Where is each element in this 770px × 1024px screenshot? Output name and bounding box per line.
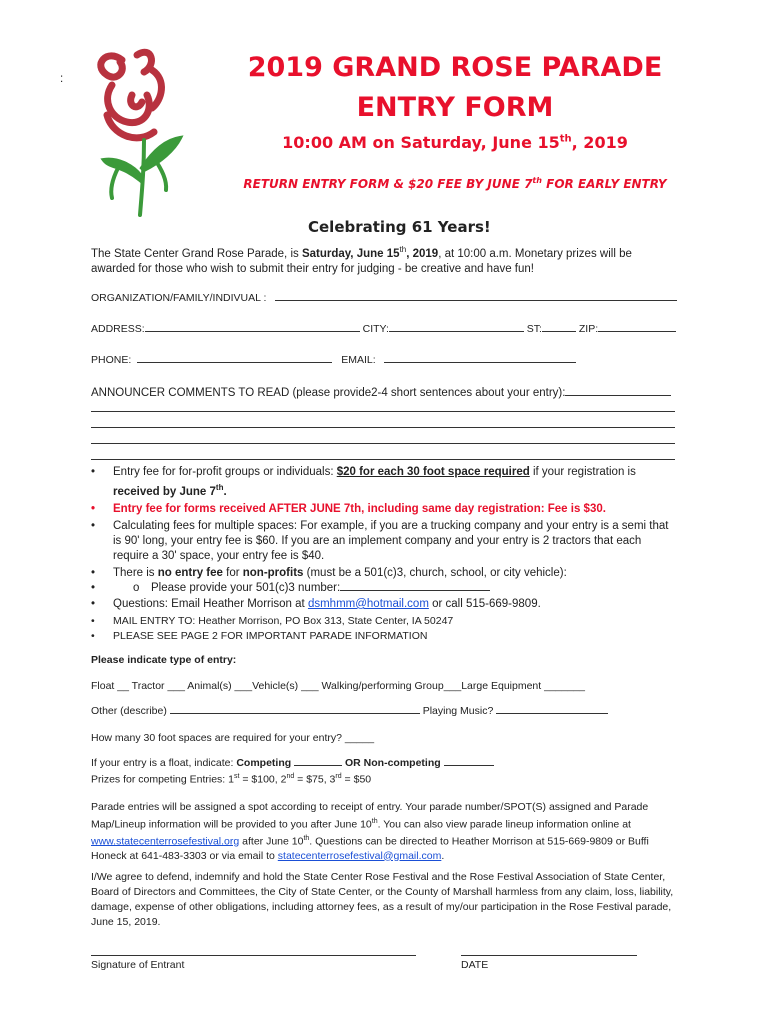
signature-label: Signature of Entrant <box>91 959 185 971</box>
event-time: 10:00 AM on Saturday, June 15th, 2019 <box>282 133 628 152</box>
email-link[interactable]: dsmhmm@hotmail.com <box>307 597 429 610</box>
website-link[interactable]: www.statecenterrosefestival.org <box>91 835 240 847</box>
spaces-required[interactable]: How many 30 foot spaces are required for your entry? _____ <box>91 732 375 744</box>
rose-logo <box>82 40 222 220</box>
announcer-row: ANNOUNCER COMMENTS TO READ (please provide2-4 short sentences about your entry): <box>91 386 681 401</box>
competing-input[interactable] <box>294 765 342 766</box>
zip-input[interactable] <box>598 331 676 332</box>
city-input[interactable] <box>389 331 524 332</box>
other-describe-row: Other (describe) Playing Music? <box>91 704 681 718</box>
org-field-row: ORGANIZATION/FAMILY/INDIVUAL : <box>91 291 681 305</box>
announcer-input-first[interactable] <box>565 395 671 396</box>
entry-type-heading: Please indicate type of entry: <box>91 654 237 666</box>
phone-field-row: PHONE: EMAIL: <box>91 353 681 367</box>
announcer-line[interactable] <box>91 411 675 412</box>
signature-line[interactable] <box>91 955 416 956</box>
form-title-line1: 2019 GRAND ROSE PARADE <box>247 52 663 83</box>
form-title-line2: ENTRY FORM <box>356 92 554 123</box>
float-competing-row: If your entry is a float, indicate: Competing OR Non-competing <box>91 756 681 770</box>
entry-type-options[interactable]: Float __ Tractor ___ Animal(s) ___Vehicle(s) ___ Walking/performing Group___Large Equipment _______ <box>91 680 585 692</box>
bullet-questions: • Questions: Email Heather Morrison at dsmhmm@hotmail.com or call 515-669-9809. <box>91 597 669 612</box>
early-entry-notice: RETURN ENTRY FORM & $20 FEE BY JUNE 7th FOR EARLY ENTRY <box>243 176 667 191</box>
state-input[interactable] <box>542 331 576 332</box>
bullet-late-fee: • Entry fee for forms received AFTER JUNE 7th, including same day registration: Fee is $30. <box>91 502 669 517</box>
non-competing-input[interactable] <box>444 765 494 766</box>
festival-email-link[interactable]: statecenterrosefestival@gmail.com <box>277 849 442 862</box>
email-input[interactable] <box>384 362 576 363</box>
address-field-row: ADDRESS: CITY: ST: ZIP: <box>91 322 681 336</box>
assignment-paragraph: Parade entries will be assigned a spot according to receipt of entry. Your parade number/SPOT(S) assigned and Parade Map/Lineup information will be provided to you after June 10th. You can also view parade lineup information online at www.statecenterrosefestival.org after June 10th. Questions can be directed to Heather Morrison at 515-669-9809 or Buffi Honeck at 641-483-3303 or via email to statecenterrosefestival@gmail.com. <box>91 801 649 862</box>
announcer-line[interactable] <box>91 459 675 460</box>
info-bullets <box>91 465 669 643</box>
non-profit-number-row: • o Please provide your 501(c)3 number: <box>91 581 669 596</box>
address-input[interactable] <box>145 331 360 332</box>
org-input[interactable] <box>275 300 677 301</box>
bullet-see-page-2: • PLEASE SEE PAGE 2 FOR IMPORTANT PARADE INFORMATION <box>91 629 669 643</box>
bullet-non-profit: • There is no entry fee for non-profits (must be a 501(c)3, church, school, or city vehicle): <box>91 566 669 581</box>
phone-input[interactable] <box>137 362 332 363</box>
other-describe-input[interactable] <box>170 713 420 714</box>
intro-paragraph: The State Center Grand Rose Parade, is Saturday, June 15th, 2019, at 10:00 a.m. Monetary prizes will be awarded for those who wish to submit their entry for judging - be creative and have fun! <box>91 245 632 275</box>
date-line[interactable] <box>461 955 637 956</box>
playing-music-input[interactable] <box>496 713 608 714</box>
bullet-mail-entry: • MAIL ENTRY TO: Heather Morrison, PO Box 313, State Center, IA 50247 <box>91 614 669 628</box>
agreement-paragraph: I/We agree to defend, indemnify and hold the State Center Rose Festival and the Rose Festival Association of State Center, Board of Directors and Committees, the City of State Center, or the County of Marshall harmless from any claim, loss, liability, damage, expense of other obligations, including attorney fees, as a result of my/our participation in the Rose Festival parade, June 15, 2019. <box>91 871 674 928</box>
bullet-for-profit-fee: • Entry fee for for-profit groups or individuals: $20 for each 30 foot space required if your registration is received by June 7th. <box>91 465 669 500</box>
announcer-line[interactable] <box>91 427 675 428</box>
prizes-row: Prizes for competing Entries: 1st = $100, 2nd = $75, 3rd = $50 <box>91 773 372 786</box>
announcer-line[interactable] <box>91 443 675 444</box>
non-profit-number-input[interactable] <box>340 590 490 591</box>
bullet-multiple-spaces: • Calculating fees for multiple spaces: For example, if you are a trucking company and your entry is a semi that is 90' long, your entry fee is $60. If you are an implement company and your entry is 2 tractors that each require a 30' space, your entry fee is $40. <box>91 519 669 564</box>
date-label: DATE <box>461 959 489 971</box>
stray-mark: : <box>60 73 64 85</box>
celebrating-heading: Celebrating 61 Years! <box>308 218 491 236</box>
